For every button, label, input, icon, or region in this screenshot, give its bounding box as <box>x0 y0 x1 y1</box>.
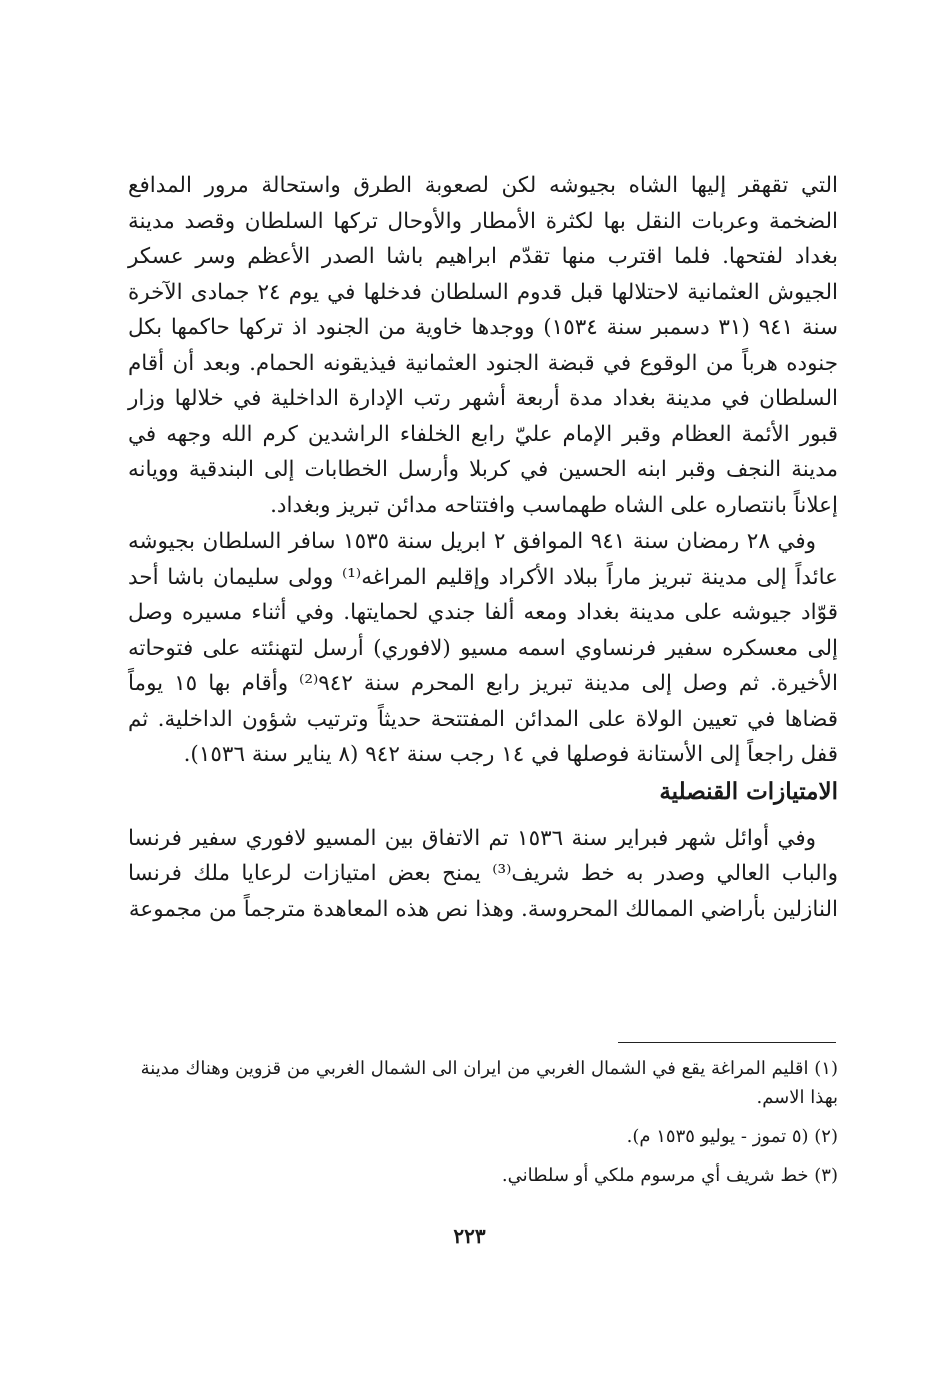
section-heading: الامتيازات القنصلية <box>659 777 838 805</box>
footnote-3: (٣) خط شريف أي مرسوم ملكي أو سلطاني. <box>501 1165 838 1186</box>
footnote-2: (٢) (٥ تموز - يوليو ١٥٣٥ م). <box>626 1126 838 1147</box>
page-number: ٢٢٣ <box>453 1224 486 1248</box>
paragraph-1: التي تقهقر إليها الشاه بجيوشه لكن لصعوبة الطرق واستحالة مرور المدافع الضخمة وعربات النقل بها لكثرة الأمطار والأوحال تركها السلطان وقصد مدينة بغداد لفتحها. فلما اقترب منها تقدّم ابراهيم باشا الصدر الأعظم وسر عسكر الجيوش العثمانية لاحتلالها قبل قدوم السلطان فدخلها في يوم ٢٤ جمادى الآخرة سنة ٩٤١ (٣١ دسمبر سنة ١٥٣٤) ووجدها خاوية من الجنود اذ تركها حاكمها بكل جنوده هرباً من الوقوع في قبضة الجنود العثمانية فيذيقونه الحمام. وبعد أن أقام السلطان في مدينة بغداد مدة أربعة أشهر رتب الإدارة الداخلية في خلالها وزار قبور الأئمة العظام وقبر الإمام عليّ رابع الخلفاء الراشدين كرم الله وجهه في مدينة النجف وقبر ابنه الحسين في كربلا وأرسل الخطابات إلى البندقية وويانه إعلاناً بانتصاره على الشاه طهماسب وافتتاحه مدائن تبريز وبغداد. <box>128 173 838 518</box>
paragraph-2: وفي ٢٨ رمضان سنة ٩٤١ الموافق ٢ ابريل سنة ١٥٣٥ سافر السلطان بجيوشه عائداً إلى مدينة تبريز ماراً ببلاد الأكراد وإقليم المراغه⁽¹⁾ وولى سليمان باشا أحد قوّاد جيوشه على مدينة بغداد ومعه ألفا جندي لحمايتها. وفي أثناء مسيره وصل إلى معسكره سفير فرنساوي اسمه مسيو (لافوري) أرسل لتهنئته على فتوحاته الأخيرة. ثم وصل إلى مدينة تبريز رابع المحرم سنة ٩٤٢⁽²⁾ وأقام بها ١٥ يوماً قضاها في تعيين الولاة على المدائن المفتتحة حديثاً وترتيب شؤون الداخلية. ثم قفل راجعاً إلى الأستانة فوصلها في ١٤ رجب سنة ٩٤٢ (٨ يناير سنة ١٥٣٦). <box>128 529 838 767</box>
main-text <box>128 168 838 927</box>
footnotes <box>128 1054 838 1200</box>
footnote-divider <box>618 1042 836 1043</box>
footnote-1: (١) اقليم المراغة يقع في الشمال الغربي من ايران الى الشمال الغربي من قزوين وهناك مدينة بهذا الاسم. <box>140 1058 838 1108</box>
paragraph-3: وفي أوائل شهر فبراير سنة ١٥٣٦ تم الاتفاق بين المسيو لافوري سفير فرنسا والباب العالي وصدر به خط شريف⁽³⁾ يمنح بعض امتيازات لرعايا ملك فرنسا النازلين بأراضي الممالك المحروسة. وهذا نص هذه المعاهدة مترجماً من مجموعة <box>128 825 838 922</box>
